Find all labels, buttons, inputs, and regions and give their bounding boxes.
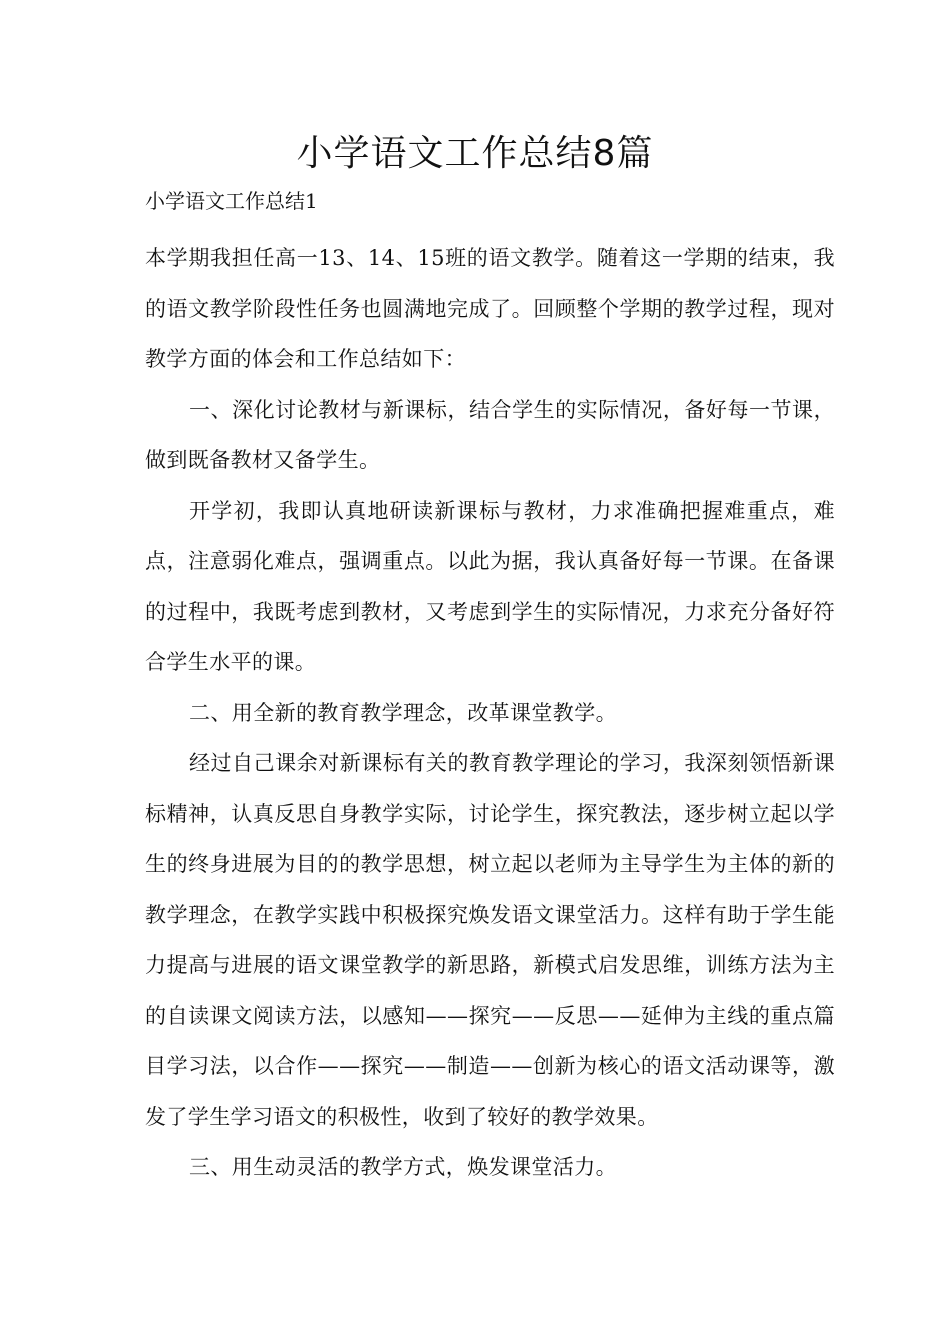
document-body bbox=[145, 233, 835, 1193]
paragraph-intro: 本学期我担任高一13、14、15班的语文教学。随着这一学期的结束，我的语文教学阶段性任务也圆满地完成了。回顾整个学期的教学过程，现对教学方面的体会和工作总结如下： bbox=[145, 246, 835, 371]
document-title: 小学语文工作总结8篇 bbox=[296, 133, 654, 174]
paragraph-body-1: 开学初，我即认真地研读新课标与教材，力求准确把握难重点，难点，注意弱化难点，强调重点。以此为据，我认真备好每一节课。在备课的过程中，我既考虑到教材，又考虑到学生的实际情况，力求充分备好符合学生水平的课。 bbox=[145, 498, 835, 674]
section-subtitle: 小学语文工作总结1 bbox=[145, 189, 318, 213]
paragraph-body-2: 经过自己课余对新课标有关的教育教学理论的学习，我深刻领悟新课标精神，认真反思自身教学实际，讨论学生，探究教法，逐步树立起以学生的终身进展为目的的教学思想，树立起以老师为主导学生为主体的新的教学理念，在教学实践中积极探究焕发语文课堂活力。这样有助于学生能力提高与进展的语文课堂教学的新思路，新模式启发思维，训练方法为主的自读课文阅读方法，以感知——探究——反思——延伸为主线的重点篇目学习法，以合作——探究——制造——创新为核心的语文活动课等，激发了学生学习语文的积极性，收到了较好的教学效果。 bbox=[145, 751, 835, 1129]
paragraph-heading-2: 二、用全新的教育教学理念，改革课堂教学。 bbox=[189, 700, 617, 725]
paragraph-heading-1: 一、深化讨论教材与新课标，结合学生的实际情况，备好每一节课，做到既备教材又备学生。 bbox=[145, 397, 835, 472]
paragraph-heading-3: 三、用生动灵活的教学方式，焕发课堂活力。 bbox=[189, 1155, 617, 1179]
